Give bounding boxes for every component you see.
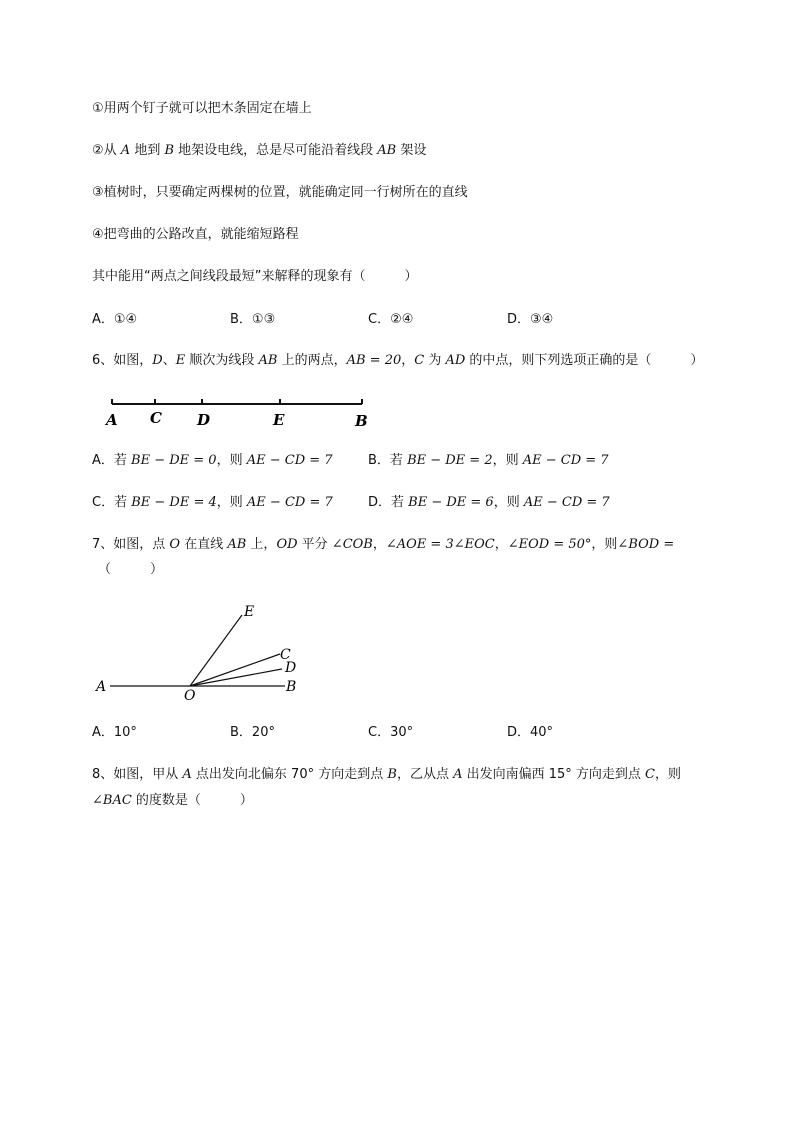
text: 6、如图，	[92, 353, 153, 368]
label-c: C	[280, 647, 291, 663]
result: AE − CD = 7	[246, 495, 333, 510]
text: ，则	[216, 495, 247, 510]
text: ，则	[492, 453, 523, 468]
ray-od	[190, 669, 282, 686]
segment-ab: AB	[258, 353, 278, 368]
text: 的中点，则下列选项正确的是（ ）	[465, 353, 704, 368]
text: 、	[162, 353, 176, 368]
q5-option-c: C．②④	[368, 312, 414, 327]
label-d: D	[197, 411, 211, 429]
point-a: A	[182, 767, 192, 782]
angle-relation: ∠AOE = 3∠EOC	[385, 537, 495, 552]
angle-bod: ∠BOD =	[617, 537, 675, 552]
text: 上的两点，	[277, 353, 347, 368]
label-o: O	[184, 688, 196, 704]
q7-option-c: C．30°	[368, 725, 414, 740]
q7-angle-figure	[90, 600, 310, 705]
text: 地到	[130, 143, 165, 158]
label-b: B	[355, 412, 368, 430]
text: ，	[372, 537, 386, 552]
text: 上，	[246, 537, 277, 552]
text: 在直线	[180, 537, 228, 552]
q7-question	[92, 536, 674, 554]
point-o: O	[169, 537, 181, 552]
point-b: B	[387, 767, 397, 782]
angle-eod: ∠EOD = 50°	[507, 537, 592, 552]
text: C．若	[92, 495, 132, 510]
text: ②从	[92, 143, 121, 158]
text: 8、如图，甲从	[92, 767, 183, 782]
text: A．若	[92, 453, 132, 468]
point-a: A	[453, 767, 463, 782]
q7-paren: （ ）	[98, 562, 164, 577]
text: ，则	[591, 537, 618, 552]
point-a: A	[120, 143, 131, 158]
point-c: C	[414, 353, 425, 368]
result: AE − CD = 7	[523, 495, 610, 510]
text: 平分	[297, 537, 332, 552]
text: 为	[424, 353, 446, 368]
angle-bac: ∠BAC	[92, 793, 132, 808]
statement-4: ④把弯曲的公路改直，就能缩短路程	[92, 227, 299, 242]
q5-option-a: A．①④	[92, 312, 138, 327]
text: ，	[494, 537, 508, 552]
statement-2	[92, 142, 426, 160]
label-e: E	[273, 411, 285, 429]
q6-option-a	[92, 452, 333, 470]
text: D．若	[368, 495, 409, 510]
q8-question-line2	[92, 792, 253, 810]
q6-option-d	[368, 494, 610, 512]
statement-1: ①用两个钉子就可以把木条固定在墙上	[92, 101, 312, 116]
q6-segment-figure	[100, 394, 380, 434]
statement-3: ③植树时，只要确定两棵树的位置，就能确定同一行树所在的直线	[92, 185, 468, 200]
label-b: B	[286, 679, 297, 695]
condition: BE − DE = 4	[131, 495, 217, 510]
text: ，则	[655, 767, 682, 782]
text: 的度数是（ ）	[131, 793, 253, 808]
q5-option-d: D．③④	[507, 312, 554, 327]
text: ，则	[493, 495, 524, 510]
text: 7、如图，点	[92, 537, 170, 552]
q7-option-a: A．10°	[92, 725, 137, 740]
text: ，则	[216, 453, 247, 468]
point-d: D	[152, 353, 163, 368]
ray-oe	[190, 615, 242, 686]
q6-option-c	[92, 494, 333, 512]
ray-od: OD	[276, 537, 298, 552]
q5-question: 其中能用“两点之间线段最短”来解释的现象有（ ）	[92, 269, 418, 284]
q6-option-b	[368, 452, 609, 470]
equation: AB = 20	[346, 353, 402, 368]
segment-ab: AB	[377, 143, 397, 158]
label-c: C	[150, 409, 162, 427]
angle-cob: ∠COB	[331, 537, 373, 552]
result: AE − CD = 7	[246, 453, 333, 468]
q7-option-b: B．20°	[230, 725, 275, 740]
label-e: E	[244, 604, 255, 620]
q6-question	[92, 352, 703, 370]
text: 地架设电线，总是尽可能沿着线段	[174, 143, 378, 158]
label-d: D	[285, 660, 297, 676]
point-e: E	[175, 353, 186, 368]
label-a: A	[106, 411, 118, 429]
result: AE − CD = 7	[522, 453, 609, 468]
text: 出发向南偏西 15° 方向走到点	[462, 767, 646, 782]
condition: BE − DE = 6	[408, 495, 494, 510]
ray-oc	[190, 654, 280, 686]
q7-option-d: D．40°	[507, 725, 554, 740]
text: 架设	[396, 143, 427, 158]
text: ，乙从点	[396, 767, 454, 782]
q8-question-line1	[92, 766, 681, 784]
point-c: C	[645, 767, 655, 782]
text: B．若	[368, 453, 408, 468]
text: 点出发向北偏东 70° 方向走到点	[191, 767, 388, 782]
point-b: B	[164, 143, 175, 158]
text: ，	[401, 353, 415, 368]
text: 顺次为线段	[185, 353, 259, 368]
q5-option-b: B．①③	[230, 312, 276, 327]
condition: BE − DE = 2	[407, 453, 493, 468]
condition: BE − DE = 0	[131, 453, 217, 468]
label-a: A	[96, 679, 107, 695]
segment-ad: AD	[445, 353, 466, 368]
line-ab: AB	[227, 537, 247, 552]
